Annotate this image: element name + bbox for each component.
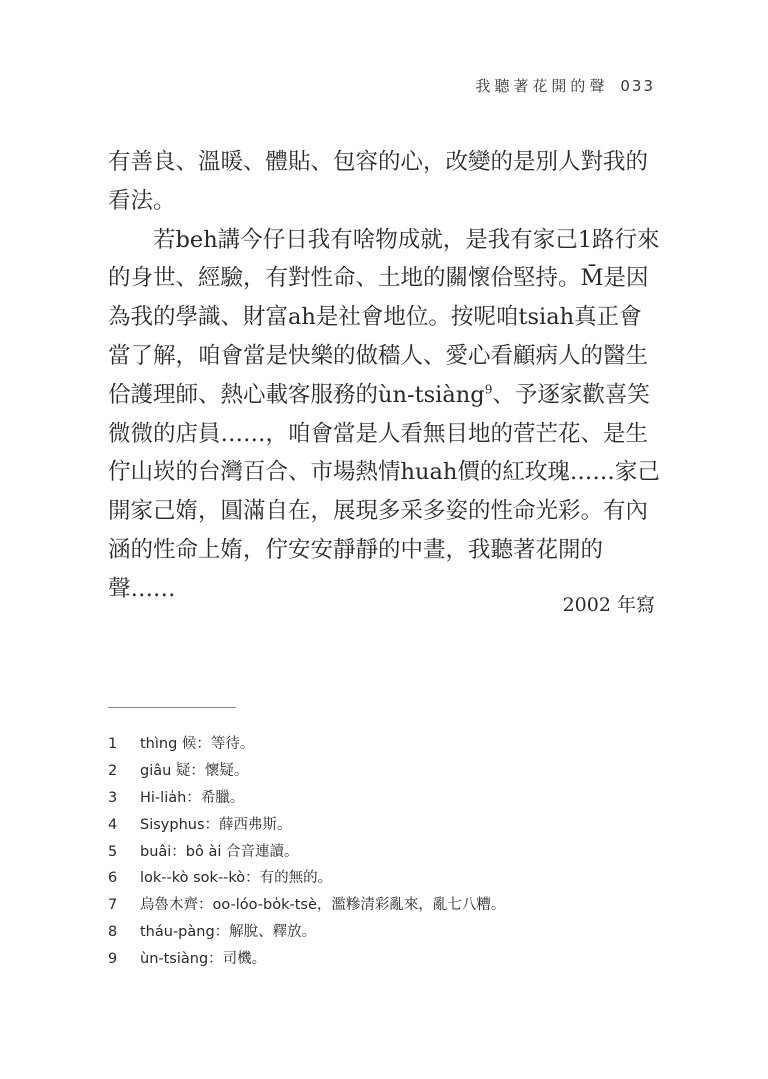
paragraph xyxy=(108,221,663,609)
footnote-item xyxy=(108,946,668,973)
footnote-number: 7 xyxy=(108,897,118,914)
paragraph: 有善良、溫暖、體貼、包容的心，改變的是別人對我的看法。 xyxy=(108,149,649,214)
running-head xyxy=(475,75,655,96)
footnote-divider xyxy=(108,707,236,708)
running-head-title: 我聽著花開的聲 xyxy=(475,77,609,95)
footnote-text: Sisyphus：薛西弗斯。 xyxy=(140,816,292,833)
footnote-text: Hi-lia̍h：希臘。 xyxy=(140,789,245,806)
footnote-text: ùn-tsiàng：司機。 xyxy=(140,951,267,968)
page-number: 033 xyxy=(620,77,655,95)
footnote-text: 烏魯木齊：oo-lóo-bo̍k-tsè，濫糝清彩亂來，亂七八糟。 xyxy=(140,897,506,914)
footnote-text: giâu 疑：懷疑。 xyxy=(140,762,249,779)
footnotes xyxy=(108,731,668,973)
footnote-number: 8 xyxy=(108,924,118,941)
body-text xyxy=(108,143,663,609)
footnote-number: 3 xyxy=(108,789,118,806)
signature-date: 2002 年寫 xyxy=(562,594,655,616)
footnote-text: buâi：bô ài 合音連讀。 xyxy=(140,843,299,860)
footnote-item xyxy=(108,812,668,839)
footnote-number: 9 xyxy=(108,951,118,968)
footnote-item xyxy=(108,892,668,919)
footnote-number: 4 xyxy=(108,816,118,833)
footnote-text: thìng 候：等待。 xyxy=(140,736,255,752)
footnote-item xyxy=(108,865,668,892)
footnote-number: 1 xyxy=(108,736,118,752)
footnote-item xyxy=(108,731,668,758)
paragraph-text: 、予逐家歡喜笑微微的店員……，咱會當是人看無目地的菅芒花、是生佇山崁的台灣百合、市場熱情huah價的紅玫瑰……家己開家己媠，圓滿自在，展現多采多姿的性命光彩。有內涵的性命上媠，佇安安靜靜的中晝，我聽著花開的聲…… xyxy=(108,381,660,602)
footnote-item xyxy=(108,758,668,785)
footnote-item xyxy=(108,785,668,812)
footnote-text: lok--kò sok--kò：有的無的。 xyxy=(140,870,333,887)
footnote-ref: 9 xyxy=(484,382,493,397)
paragraph-text: 若beh講今仔日我有啥物成就，是我有家己1路行來的身世、經驗，有對性命、土地的關懷佮堅持。M̄是因為我的學識、財富ah是社會地位。按呢咱tsiah真正會當了解，咱會當是快樂的做穡人、愛心看顧病人的醫生佮護理師、熱心載客服務的ùn-tsiàng xyxy=(108,226,660,408)
footnote-number: 5 xyxy=(108,843,118,860)
footnote-number: 6 xyxy=(108,870,118,887)
footnote-text: tháu-pàng：解脫、釋放。 xyxy=(140,924,317,941)
footnote-item xyxy=(108,919,668,946)
footnote-number: 2 xyxy=(108,762,118,779)
footnote-item xyxy=(108,839,668,866)
